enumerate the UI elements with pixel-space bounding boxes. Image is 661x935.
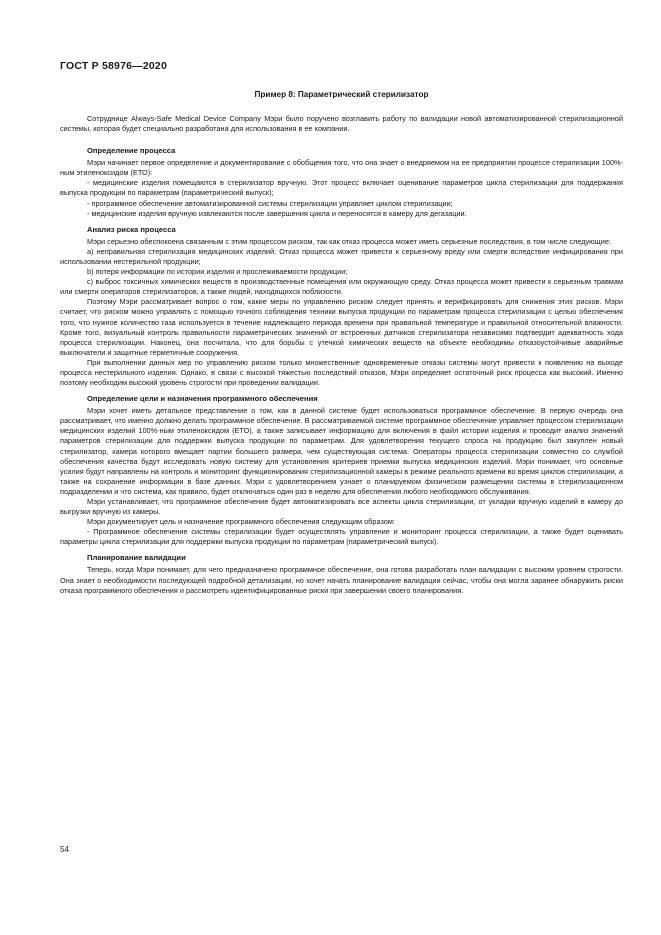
- paragraph: Мэри устанавливает, что программное обеспечение будет автоматизировать все аспекты цикла стерилизации, от укладки вручную изделий в камеру до выгрузки вручную из камеры.: [60, 497, 623, 517]
- list-item: - медицинские изделия вручную извлекаются после завершения цикла и переносятся в камеру для дегазации.: [87, 208, 467, 218]
- paragraph: Поэтому Мэри рассматривает вопрос о том, какие меры по управлению риском следует принять и верифицировать для снижения этих рисков. Мэри считает, что риском можно управлять с помощью точного соблюдения техники выпуска продукции по параметрам процесса стерилизации с целью обеспечения того, что нужное количество газа используется в течение надлежащего периода времени при правильной температуре и правильной относительной влажности. Кроме того, визуальный контроль правильности параметрических значений от встроенных датчиков стерилизатора независимо подтвердит адекватность хода процесса стерилизации. Наконец, она посчитала, что для борьбы с утечкой химических веществ на объекте необходимы отказоустойчивые аварийные выключатели и защитные герметичные сооружения.: [60, 297, 623, 357]
- document-body: [60, 114, 623, 596]
- list-item: - Программное обеспечение системы стерилизации будет осуществлять управление и мониторинг процесса стерилизации, а также будет оценивать параметры цикла стерилизации для поддержки выпуска продукции по параметрам (параметрический выпуск).: [60, 527, 623, 547]
- section-heading-process-definition: Определение процесса: [87, 146, 176, 156]
- paragraph: Мэри документирует цель и назначение программного обеспечения следующим образом:: [87, 517, 395, 527]
- paragraph: Мэри начинает первое определение и документирование с обобщения того, что она знает о внедряемом на ее предприятии процессе стерилизации 100%-ным этиленоксидом (ЕТО):: [60, 158, 623, 178]
- paragraph: Мэри серьезно обеспокоена связанным с этим процессом риском, так как отказ процесса может иметь серьезные последствия, в том числе следующие:: [87, 236, 611, 246]
- list-item: b) потеря информации по истории изделия и прослеживаемости продукции;: [87, 267, 348, 277]
- section-heading-validation-planning: Планирование валидации: [87, 553, 186, 563]
- page-number: 54: [60, 845, 69, 854]
- paragraph: При выполнении данных мер по управлению риском только множественные одновременные отказы системы могут привести к появлению на выходе процесса нестерильного изделия. Однако, в связи с высокой тяжестью последствий отказов, Мэри определяет остаточный риск процесса как высокий. Именно поэтому необходим высокий уровень строгости при проведении валидации.: [60, 357, 623, 388]
- standard-header: ГОСТ Р 58976—2020: [60, 60, 168, 72]
- list-item: - медицинские изделия помещаются в стерилизатор вручную. Этот процесс включает оценивание параметров цикла стерилизации для поддержания выпуска продукции по параметрам (параметрический выпуск);: [60, 178, 623, 198]
- intro-paragraph: Сотруднице Always-Safe Medical Device Company Мэри было поручено возглавить работу по валидации новой автоматизированной стерилизационной системы, которая будет специально разработана для использования в ее компании.: [60, 114, 623, 134]
- list-item: c) выброс токсичных химических веществ в производственные помещения или окружающую среду. Отказ процесса может привести к серьезным травмам или смерти операторов стерилизаторов, а также людей, находящихся поблизости.: [60, 277, 623, 297]
- section-heading-risk-analysis: Анализ риска процесса: [87, 224, 176, 234]
- section-heading-software-purpose: Определение цели и назначения программного обеспечения: [87, 394, 318, 404]
- paragraph: Теперь, когда Мэри понимает, для чего предназначено программное обеспечение, она готова разработать план валидации с высоким уровнем строгости. Она знает о необходимости последующей подробной детализации, но хочет начать планирование валидации сейчас, чтобы она могла заранее обнаружить риски отказа программного обеспечения и рассмотреть идентифицированные риски при завершении своего планирования.: [60, 565, 623, 595]
- list-item: a) неправильная стерилизация медицинских изделий. Отказ процесса может привести к серьезному вреду или смерти вследствие инфицирования при использовании нестерильной продукции;: [60, 246, 623, 266]
- example-title: Пример 8: Параметрический стерилизатор: [254, 90, 429, 99]
- list-item: - программное обеспечение автоматизированной системы стерилизации управляет циклом стерилизации;: [87, 198, 453, 208]
- paragraph: Мэри хочет иметь детальное представление о том, как в данной системе будет использоваться программное обеспечение. В первую очередь она рассматривает, что именно должно делать программное обеспечение. В рассматриваемой системе программное обеспечение управляет процессом стерилизации медицинских изделий 100%-ным этиленоксидом (ЕТО), а также записывает информацию для включения в файл истории изделия и проводит анализ значений параметров стерилизации для поддержки выпуска продукции по параметрам. Для удовлетворения текущего спроса на продукцию был закуплен новый стерилизатор, камера которого вмещает партии большего размера, чем существующая система. Операторы процесса стерилизации совместно со службой обеспечения качества будут исследовать новую систему для установления критериев приемки выпуска медицинских изделий. Мэри понимает, что основные усилия будут направлены на контроль и мониторинг функционирования стерилизационной камеры в режиме реального времени во время циклов стерилизации, а также на сохранение информации в базе данных. Мэри с удовлетворением узнает о планируемом физическом размещении системы в стерилизационном подразделении и что система, как правило, будет отключаться один раз в неделю для обеспечения любого необходимого обслуживания.: [60, 406, 623, 496]
